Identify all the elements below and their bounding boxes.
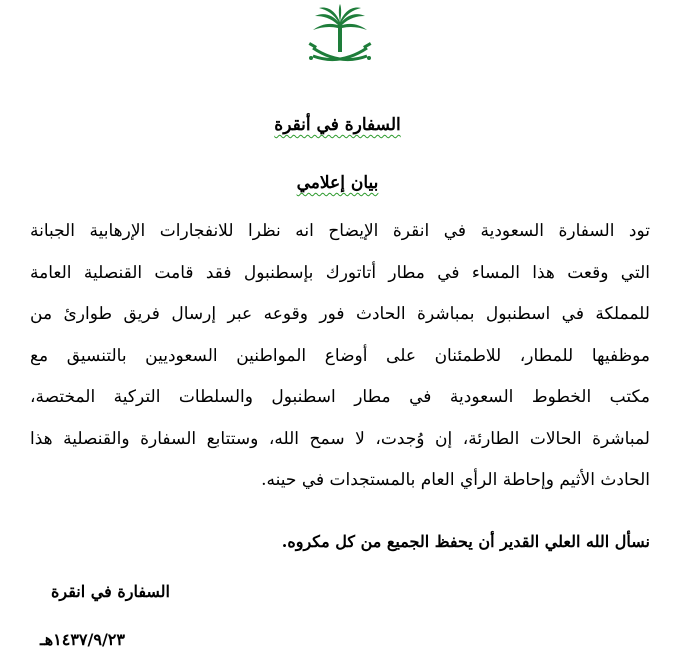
body-line: تود السفارة السعودية في انقرة الإيضاح انه نظرا للانفجارات الإرهابية الجبانة (30, 221, 650, 241)
embassy-title-text: السفارة في أنقرة (274, 115, 401, 135)
statement-title (0, 173, 675, 193)
body-line: مكتب الخطوط السعودية في مطار اسطنبول والسلطات التركية المختصة، (30, 387, 650, 407)
embassy-title (0, 115, 675, 135)
statement-body (30, 211, 650, 502)
body-line: للمملكة في اسطنبول بمباشرة الحادث فور وقوعه عبر إرسال فريق طوارئ من (30, 304, 650, 324)
hijri-date: ١٤٣٧/٩/٢٣هـ (40, 630, 125, 649)
body-line: لمباشرة الحالات الطارئة، إن وُجدت، لا سمح الله، وستتابع السفارة والقنصلية هذا (30, 428, 650, 449)
body-line: موظفيها للمطار، للاطمئنان على أوضاع المواطنين السعوديين بالتنسيق مع (30, 345, 650, 366)
statement-title-text: بيان إعلامي (296, 173, 379, 193)
body-line: الحادث الأثيم وإحاطة الرأي العام بالمستجدات في حينه. (261, 470, 650, 490)
saudi-emblem-palm-swords-icon (305, 4, 375, 68)
closing-prayer: نسأل الله العلي القدير أن يحفظ الجميع من كل مكروه. (281, 532, 650, 551)
signature: السفارة في انقرة (51, 582, 170, 601)
body-line: التي وقعت هذا المساء في مطار أتاتورك بإسطنبول فقد قامت القنصلية العامة (30, 262, 650, 283)
